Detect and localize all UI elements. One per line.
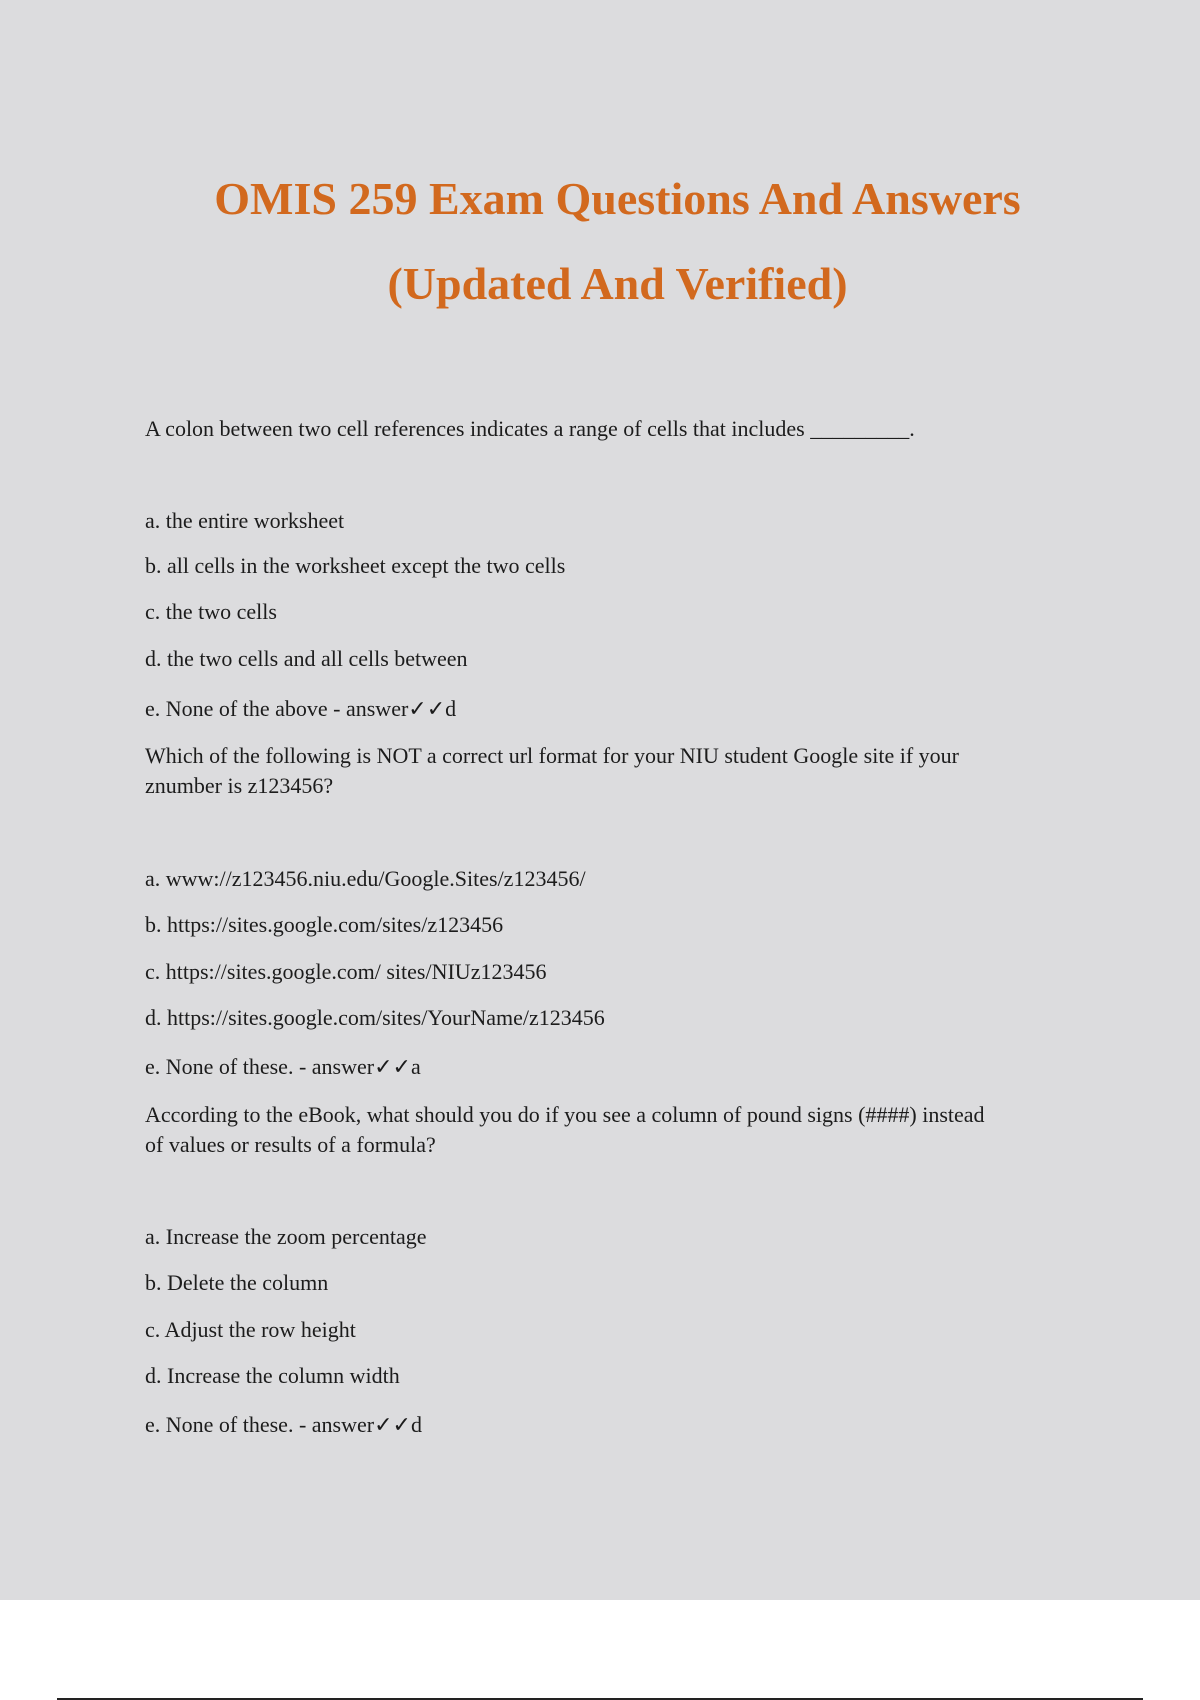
question-1-option-c: c. the two cells (145, 599, 277, 624)
question-3-option-a: a. Increase the zoom percentage (145, 1224, 427, 1249)
document-title-line-2: (Updated And Verified) (387, 258, 848, 309)
question-1-answer: e. None of the above - answer✓✓d (145, 696, 457, 721)
question-2-option-c: c. https://sites.google.com/ sites/NIUz123456 (145, 959, 547, 984)
question-1-prompt: A colon between two cell references indicates a range of cells that includes _________. (145, 416, 915, 441)
document-title-line-1: OMIS 259 Exam Questions And Answers (214, 173, 1021, 224)
question-1-option-d: d. the two cells and all cells between (145, 646, 468, 671)
question-3-prompt-line-1: According to the eBook, what should you do if you see a column of pound signs (####) instead (145, 1102, 985, 1127)
question-2-option-a: a. www://z123456.niu.edu/Google.Sites/z123456/ (145, 866, 586, 891)
question-3-option-c: c. Adjust the row height (145, 1317, 356, 1342)
question-3-answer: e. None of these. - answer✓✓d (145, 1412, 422, 1437)
question-2-prompt-line-2: znumber is z123456? (145, 773, 334, 798)
question-1-option-a: a. the entire worksheet (145, 508, 345, 533)
question-3-option-d: d. Increase the column width (145, 1363, 400, 1388)
question-2-answer: e. None of these. - answer✓✓a (145, 1054, 421, 1079)
question-2-option-d: d. https://sites.google.com/sites/YourName/z123456 (145, 1005, 605, 1030)
question-3-prompt-line-2: of values or results of a formula? (145, 1132, 436, 1157)
question-3-option-b: b. Delete the column (145, 1270, 329, 1295)
question-2-prompt-line-1: Which of the following is NOT a correct url format for your NIU student Google site if your (145, 743, 959, 768)
question-1-option-b: b. all cells in the worksheet except the two cells (145, 553, 566, 578)
question-2-option-b: b. https://sites.google.com/sites/z123456 (145, 912, 504, 937)
